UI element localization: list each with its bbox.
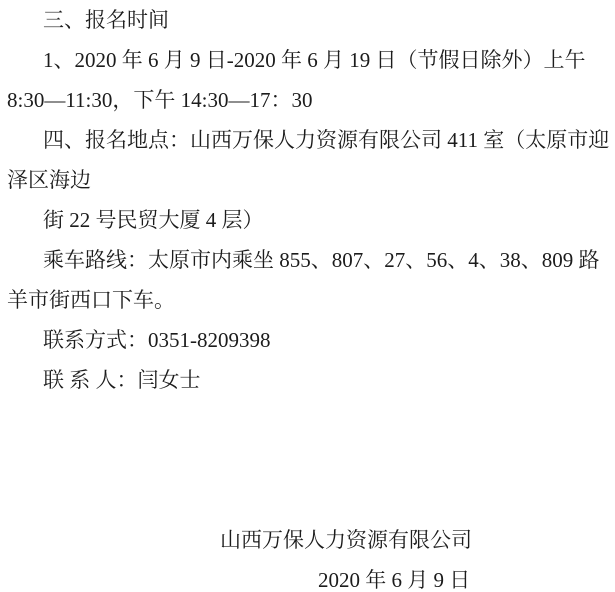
signature-date: 2020 年 6 月 9 日 — [318, 568, 471, 592]
registration-dates-line: 1、2020 年 6 月 9 日-2020 年 6 月 19 日（节假日除外）上午 — [43, 48, 586, 72]
bus-route-wrap-line: 羊市街西口下车。 — [7, 288, 175, 312]
location-wrap-line: 泽区海边 — [7, 168, 91, 192]
blank-line — [7, 480, 613, 520]
section-heading-registration-location: 四、报名地点：山西万保人力资源有限公司 411 室（太原市迎 — [43, 128, 610, 152]
contact-phone-line: 联系方式：0351-8209398 — [43, 328, 271, 352]
contact-person-line: 联 系 人：闫女士 — [43, 368, 201, 392]
bus-route-line: 乘车路线：太原市内乘坐 855、807、27、56、4、38、809 路 — [43, 248, 600, 272]
blank-line — [7, 440, 613, 480]
section-heading-registration-time: 三、报名时间 — [43, 8, 169, 32]
signature-company-name: 山西万保人力资源有限公司 — [220, 528, 472, 552]
blank-line — [7, 400, 613, 440]
registration-hours-line: 8:30—11:30，下午 14:30—17：30 — [7, 88, 313, 112]
location-address-line: 街 22 号民贸大厦 4 层） — [43, 208, 264, 232]
